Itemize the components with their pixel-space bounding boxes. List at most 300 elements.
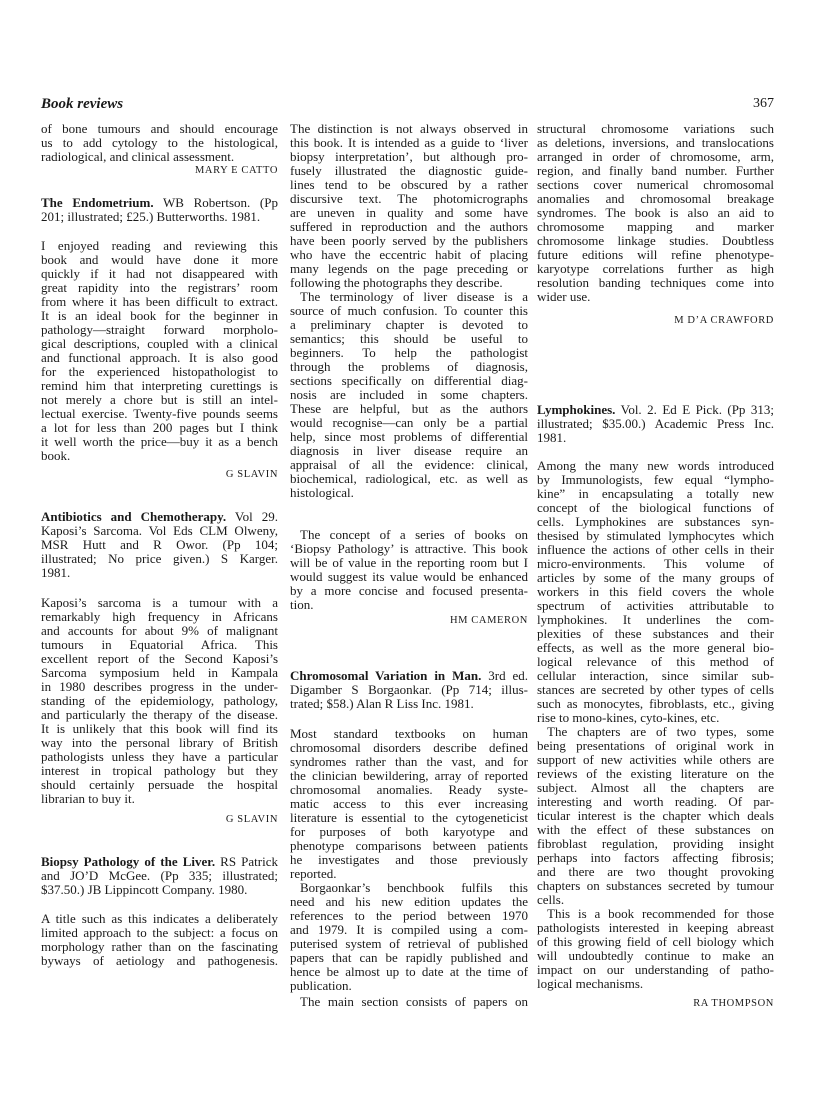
text-line (537, 136, 774, 150)
text-line (290, 290, 528, 304)
heading-line (537, 417, 774, 431)
line-text: ticular interest is the chapter which deals (537, 808, 774, 823)
text-line (41, 421, 278, 435)
line-text: great rapidity into the registrars’ room (41, 280, 278, 295)
text-line (290, 388, 528, 402)
text-line (41, 666, 278, 680)
reviewer-signature: G SLAVIN (225, 814, 278, 825)
line-text: source of much confusion. To counter this (290, 303, 528, 318)
line-text: from where it has been difficult to extract. (41, 294, 278, 309)
text-line (290, 797, 528, 811)
text-line (41, 337, 278, 351)
text-line (41, 323, 278, 337)
review-paragraph (290, 995, 528, 1009)
line-text: ‘Biopsy Pathology’ is attractive. This book (290, 541, 528, 556)
line-text: it well worth the price—buy it as a bench (41, 434, 278, 449)
heading-line (537, 403, 774, 417)
line-text: MSR Hutt and R Owor. (Pp 104; (41, 537, 278, 552)
heading-line (41, 538, 278, 552)
line-text: standing of the epidemiology, pathology, (41, 693, 278, 708)
line-text: have been poorly served by the publishers (290, 233, 528, 248)
text-line (537, 837, 774, 851)
line-text: fibroblast regulation, providing insight (537, 836, 774, 851)
text-line (41, 764, 278, 778)
text-line (41, 954, 278, 968)
line-text: Kaposi’s sarcoma is a tumour with a (41, 595, 278, 610)
text-line (537, 122, 774, 136)
heading-line (537, 431, 774, 445)
line-text: many legends on the page preceding or (290, 261, 528, 276)
line-text: 201; illustrated; £25.) Butterworths. 1981. (41, 209, 261, 224)
line-text: illustrated; No price given.) S Karger. (41, 551, 278, 566)
line-text: workers in this field covers the whole (537, 584, 774, 599)
text-line (537, 725, 774, 739)
line-text: nosis are included in some chapters. (290, 387, 528, 402)
text-line (537, 711, 774, 725)
line-text: literature is essential to the cytogeneticist (290, 810, 528, 825)
line-text: interest in tropical pathology but they (41, 763, 278, 778)
line-text: spectrum of activities attributable to (537, 598, 774, 613)
text-line (41, 596, 278, 610)
heading-line (41, 552, 278, 566)
line-text: such as monocytes, fibroblasts, etc., giving (537, 696, 774, 711)
text-line (537, 921, 774, 935)
book-title: Lymphokines. (537, 402, 616, 417)
line-text: influence the actions of other cells in their (537, 542, 774, 557)
text-line (537, 669, 774, 683)
heading-line (290, 669, 528, 683)
text-line (290, 839, 528, 853)
line-text: Kaposi’s Sarcoma. Vol Eds CLM Olweny, (41, 523, 278, 538)
text-line (537, 599, 774, 613)
text-line (290, 122, 528, 136)
text-line (290, 248, 528, 262)
text-line (290, 220, 528, 234)
text-line (290, 472, 528, 486)
text-line (290, 556, 528, 570)
line-text: lectual exercise. Twenty-five pounds seems (41, 406, 278, 421)
book-title: Chromosomal Variation in Man. (290, 668, 482, 683)
line-text: 3rd ed. (481, 668, 528, 683)
line-text: beginners. To help the pathologist (290, 345, 528, 360)
line-text: This is a book recommended for those (547, 906, 774, 921)
review-paragraph (41, 239, 278, 463)
review-paragraph (290, 727, 528, 881)
line-text: for the experienced histopathologist to (41, 364, 278, 379)
text-line (41, 136, 278, 150)
line-text: us to add cytology to the histological, (41, 135, 278, 150)
text-line (537, 613, 774, 627)
line-text: limited approach to the subject: a focus on (41, 925, 278, 940)
review-paragraph (290, 122, 528, 290)
text-line (290, 444, 528, 458)
review-heading (290, 669, 528, 711)
reviewer-signature: M D’A CRAWFORD (674, 315, 774, 326)
line-text: A title such as this indicates a deliberately (41, 911, 278, 926)
line-text: help, since most problems of differential (290, 429, 528, 444)
heading-line (41, 524, 278, 538)
line-text: chromosome mapping and marker (537, 219, 774, 234)
line-text: of bone tumours and should encourage (41, 121, 278, 136)
line-text: structural chromosome variations such (537, 121, 774, 136)
text-line (537, 220, 774, 234)
text-line (290, 727, 528, 741)
text-line (290, 150, 528, 164)
line-text: Vol. 2. Ed E Pick. (Pp 313; (615, 402, 774, 417)
text-line (290, 262, 528, 276)
text-line (41, 912, 278, 926)
line-text: this book. It is intended as a guide to ‘liver (290, 135, 528, 150)
line-text: articles by some of the many groups of (537, 570, 774, 585)
line-text: Vol 29. (226, 509, 278, 524)
line-text: following the photographs they describe. (290, 275, 503, 290)
heading-line (290, 683, 528, 697)
book-title: The Endometrium. (41, 195, 154, 210)
line-text: Sarcoma symposium held in Kampala (41, 665, 278, 680)
line-text: chapters on substances secreted by tumour (537, 878, 774, 893)
line-text: The chapters are of two types, some (547, 724, 774, 739)
line-text: need and his new edition updates the (290, 894, 528, 909)
line-text: lymphokines. It underlines the com- (537, 612, 774, 627)
line-text: matic access to this ever increasing (290, 796, 528, 811)
line-text: impact on our understanding of patho- (537, 962, 774, 977)
line-text: book. (41, 448, 71, 463)
text-line (290, 276, 528, 290)
text-line (537, 977, 774, 991)
line-text: micro-environments. This volume of (537, 556, 774, 571)
line-text: $37.50.) JB Lippincott Company. 1980. (41, 882, 248, 897)
reviewer-signature: MARY E CATTO (194, 165, 278, 176)
text-line (41, 736, 278, 750)
line-text: kine” in encapsulating a totally new (537, 486, 774, 501)
line-text: semantics; this should be useful to (290, 331, 528, 346)
text-line (41, 309, 278, 323)
text-line (41, 150, 278, 164)
line-text: region, and finally band number. Further (537, 163, 774, 178)
text-line (537, 150, 774, 164)
line-text: through the problems of diagnosis, (290, 359, 528, 374)
line-text: trated; $58.) Alan R Liss Inc. 1981. (290, 696, 474, 711)
text-line (41, 722, 278, 736)
line-text: 1981. (537, 430, 567, 445)
line-text: references to the period between 1970 (290, 908, 528, 923)
text-line (290, 206, 528, 220)
text-line (290, 965, 528, 979)
line-text: librarian to buy it. (41, 791, 135, 806)
line-text: a preliminary chapter is devoted to (290, 317, 528, 332)
text-line (537, 571, 774, 585)
line-text: The distinction is not always observed in (290, 121, 528, 136)
text-line (41, 624, 278, 638)
line-text: syndromes rather than the vast, and for (290, 754, 528, 769)
text-line (41, 295, 278, 309)
line-text: cells. (537, 892, 565, 907)
text-line (537, 206, 774, 220)
text-line (290, 825, 528, 839)
line-text: diagnosis in liver disease require an (290, 443, 528, 458)
line-text: illustrated; $35.00.) Academic Press Inc. (537, 416, 774, 431)
line-text: book and would have done it more (41, 252, 278, 267)
line-text: discursive text. The photomicrographs (290, 191, 528, 206)
text-line (537, 248, 774, 262)
line-text: The main section consists of papers on (300, 994, 528, 1009)
review-heading (41, 196, 278, 224)
line-text: the clinician bewildering, array of reported (290, 768, 528, 783)
line-text: cellular interaction, since similar sub- (537, 668, 774, 683)
text-line (290, 909, 528, 923)
line-text: subject. Almost all the chapters are (537, 780, 774, 795)
line-text: These are helpful, but as the authors (290, 401, 528, 416)
review-heading (41, 510, 278, 580)
heading-line (41, 210, 278, 224)
line-text: radiological, and clinical assessment. (41, 149, 235, 164)
line-text: Borgaonkar’s benchbook fulfils this (300, 880, 528, 895)
text-line (537, 473, 774, 487)
text-line (41, 351, 278, 365)
line-text: and JO’D McGee. (Pp 335; illustrated; (41, 868, 278, 883)
line-text: morphology rather than on the fascinating (41, 939, 278, 954)
line-text: pathology—straight forward morpholo- (41, 322, 278, 337)
text-line (41, 449, 278, 463)
line-text: publication. (290, 978, 352, 993)
text-line (290, 937, 528, 951)
text-line (537, 515, 774, 529)
review-heading (41, 855, 278, 897)
text-line (290, 136, 528, 150)
line-text: quickly if it had not disappeared with (41, 266, 278, 281)
line-text: RS Patrick (215, 854, 278, 869)
line-text: by a more concise and focused presenta- (290, 583, 528, 598)
line-text: cells. Lymphokines are substances syn- (537, 514, 774, 529)
text-line (41, 365, 278, 379)
line-text: pathologists unless they have a particular (41, 749, 278, 764)
text-line (290, 542, 528, 556)
line-text: future editions will refine phenotype- (537, 247, 774, 262)
text-line (290, 741, 528, 755)
line-text: and particularly the therapy of the disease. (41, 707, 278, 722)
line-text: karyotype correlations further as high (537, 261, 774, 276)
line-text: WB Robertson. (Pp (153, 195, 278, 210)
line-text: not merely a chore but is still an intel- (41, 392, 278, 407)
text-line (537, 907, 774, 921)
text-line (537, 234, 774, 248)
line-text: would recognise—can only be a partial (290, 415, 528, 430)
text-line (537, 683, 774, 697)
line-text: fusely illustrated the diagnostic guide- (290, 163, 528, 178)
book-title: Biopsy Pathology of the Liver. (41, 854, 216, 869)
text-line (290, 853, 528, 867)
line-text: who have the eccentric habit of placing (290, 247, 528, 262)
line-text: histological. (290, 485, 354, 500)
text-line (290, 584, 528, 598)
line-text: effects, as well as the more general bio- (537, 640, 774, 655)
text-line (41, 407, 278, 421)
line-text: Most standard textbooks on human (290, 726, 528, 741)
line-text: chromosomal disorders describe defined (290, 740, 528, 755)
text-line (537, 192, 774, 206)
line-text: pathologists interested in keeping abreast (537, 920, 774, 935)
text-line (290, 881, 528, 895)
text-line (41, 393, 278, 407)
line-text: should certainly persuade the hospital (41, 777, 278, 792)
line-text: way into the personal library of British (41, 735, 278, 750)
text-line (537, 781, 774, 795)
text-line (537, 164, 774, 178)
text-line (537, 879, 774, 893)
line-text: puterised system of retrieval of published (290, 936, 528, 951)
running-head: Book reviews (41, 96, 124, 112)
line-text: Among the many new words introduced (537, 458, 774, 473)
book-title: Antibiotics and Chemotherapy. (41, 509, 227, 524)
heading-line (290, 697, 528, 711)
line-text: 1981. (41, 565, 71, 580)
text-line (537, 823, 774, 837)
text-line (290, 867, 528, 881)
line-text: gical descriptions, coupled with a clinical (41, 336, 278, 351)
text-line (41, 267, 278, 281)
text-line (290, 164, 528, 178)
text-line (290, 923, 528, 937)
line-text: chromosomal anomalies. Ready syste- (290, 782, 528, 797)
line-text: as deletions, inversions, and translocations (537, 135, 774, 150)
line-text: sections specifically on differential diag- (290, 373, 528, 388)
line-text: hence be almost up to date at the time of (290, 964, 528, 979)
review-paragraph (537, 122, 774, 304)
text-line (290, 416, 528, 430)
text-line (290, 895, 528, 909)
text-line (290, 951, 528, 965)
line-text: will be of value in the reporting room but I (290, 555, 528, 570)
text-line (537, 487, 774, 501)
text-line (537, 501, 774, 515)
text-line (290, 598, 528, 612)
line-text: remind him that interpreting curettings is (41, 378, 278, 393)
line-text: sections cover numerical chromosomal (537, 177, 774, 192)
line-text: are uneven in quality and some have (290, 205, 528, 220)
text-line (290, 178, 528, 192)
line-text: and accounts for about 9% of malignant (41, 623, 278, 638)
line-text: tion. (290, 597, 314, 612)
line-text: chromosome linkage studies. Doubtless (537, 233, 774, 248)
line-text: anomalies and chromosomal breakage (537, 191, 774, 206)
text-line (41, 750, 278, 764)
line-text: byways of aetiology and pathogenesis. (41, 953, 278, 968)
text-line (41, 610, 278, 624)
heading-line (41, 510, 278, 524)
line-text: for purposes of both karyotype and (290, 824, 528, 839)
text-line (290, 332, 528, 346)
text-line (41, 435, 278, 449)
text-line (537, 276, 774, 290)
line-text: by Immunologists, few equal “lympho- (537, 472, 774, 487)
line-text: with the effect of these substances on (537, 822, 774, 837)
line-text: interesting and worth reading. Of par- (537, 794, 774, 809)
text-line (290, 346, 528, 360)
text-line (290, 528, 528, 542)
line-text: lines tend to be obscured by a rather (290, 177, 528, 192)
text-line (290, 570, 528, 584)
line-text: arranged in order of chromosome, arm, (537, 149, 774, 164)
text-line (537, 809, 774, 823)
line-text: a lot for less than 200 pages but I think (41, 420, 278, 435)
review-paragraph (41, 596, 278, 806)
text-line (537, 178, 774, 192)
review-paragraph (41, 912, 278, 968)
text-line (290, 486, 528, 500)
text-line (290, 192, 528, 206)
line-text: logical mechanisms. (537, 976, 644, 991)
text-line (41, 694, 278, 708)
text-line (41, 708, 278, 722)
review-paragraph (537, 907, 774, 991)
text-line (290, 360, 528, 374)
line-text: reported. (290, 866, 337, 881)
text-line (290, 318, 528, 332)
line-text: papers that can be rapidly published and (290, 950, 528, 965)
line-text: perhaps into factors affecting fibrosis; (537, 850, 774, 865)
text-line (537, 697, 774, 711)
text-line (290, 783, 528, 797)
review-paragraph (41, 122, 278, 164)
text-line (290, 402, 528, 416)
text-line (537, 949, 774, 963)
text-line (41, 638, 278, 652)
text-line (537, 851, 774, 865)
line-text: remarkably high frequency in Africans (41, 609, 278, 624)
line-text: suffered in reproduction and the authors (290, 219, 528, 234)
text-line (537, 893, 774, 907)
line-text: The concept of a series of books on (300, 527, 528, 542)
line-text: wider use. (537, 289, 591, 304)
text-line (41, 778, 278, 792)
text-line (537, 529, 774, 543)
line-text: resolution banding techniques come into (537, 275, 774, 290)
line-text: biopsy interpretation’, but although pro- (290, 149, 528, 164)
line-text: of this growing field of cell biology which (537, 934, 774, 949)
text-line (41, 122, 278, 136)
text-line (537, 655, 774, 669)
line-text: thesised by stimulated lymphocytes which (537, 528, 774, 543)
text-line (290, 234, 528, 248)
text-line (537, 627, 774, 641)
text-line (537, 641, 774, 655)
review-paragraph (290, 881, 528, 993)
text-line (290, 979, 528, 993)
text-line (41, 792, 278, 806)
text-line (290, 374, 528, 388)
line-text: would suggest its value would be enhanced (290, 569, 528, 584)
line-text: tumours in Equatorial Africa. This (41, 637, 278, 652)
text-line (41, 379, 278, 393)
text-line (290, 995, 528, 1009)
text-line (290, 458, 528, 472)
review-heading (537, 403, 774, 445)
heading-line (41, 883, 278, 897)
text-line (41, 253, 278, 267)
line-text: It is unlikely that this book will find its (41, 721, 278, 736)
line-text: and functional approach. It is also good (41, 350, 278, 365)
text-line (290, 304, 528, 318)
line-text: concept of the biological functions of (537, 500, 774, 515)
line-text: excellent report of the Second Kaposi’s (41, 651, 278, 666)
line-text: he investigates and those previously (290, 852, 528, 867)
reviewer-signature: G SLAVIN (225, 469, 278, 480)
line-text: stances are secreted by other types of cells (537, 682, 774, 697)
text-line (537, 865, 774, 879)
line-text: syndromes. The book is also an aid to (537, 205, 774, 220)
text-line (537, 459, 774, 473)
text-line (290, 769, 528, 783)
